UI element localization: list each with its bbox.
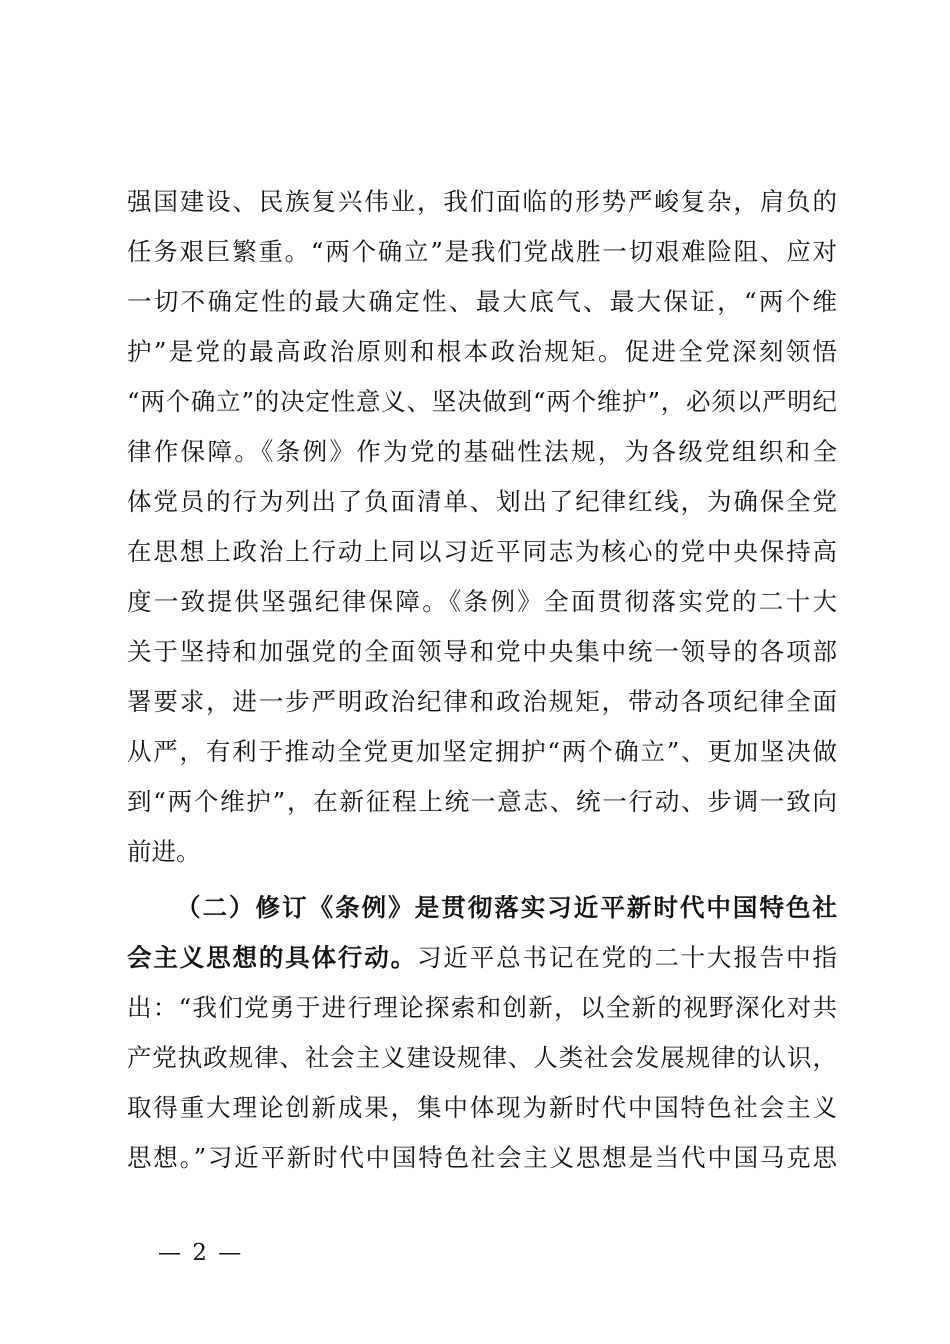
text-line: 在思想上政治上行动上同以习近平同志为核心的党中央保持高 — [127, 537, 837, 566]
text-line: 任务艰巨繁重。“两个确立”是我们党战胜一切艰难险阻、应对 — [127, 237, 837, 266]
text-line: 律作保障。《条例》作为党的基础性法规，为各级党组织和全 — [127, 437, 837, 466]
page-number: — 2 — — [158, 1240, 244, 1266]
document-body — [127, 177, 837, 1183]
text-line: 护”是党的最高政治原则和根本政治规矩。促进全党深刻领悟 — [127, 337, 837, 366]
text-line: 思想。”习近平新时代中国特色社会主义思想是当代中国马克思 — [127, 1143, 837, 1172]
text-line: 到“两个维护”，在新征程上统一意志、统一行动、步调一致向 — [127, 787, 837, 816]
text-line: 署要求，进一步严明政治纪律和政治规矩，带动各项纪律全面 — [127, 687, 837, 716]
paragraph-2 — [127, 883, 837, 1183]
text-line: 关于坚持和加强党的全面领导和党中央集中统一领导的各项部 — [127, 637, 837, 666]
text-line: 强国建设、民族复兴伟业，我们面临的形势严峻复杂，肩负的 — [127, 187, 837, 216]
text-line: 取得重大理论创新成果，集中体现为新时代中国特色社会主义 — [127, 1093, 837, 1122]
text-line: 产党执政规律、社会主义建设规律、人类社会发展规律的认识， — [127, 1043, 837, 1072]
text-run: 习近平总书记在党的二十大报告中指 — [417, 943, 837, 972]
text-line: 体党员的行为列出了负面清单、划出了纪律红线，为确保全党 — [127, 487, 837, 516]
section-heading-continued: 会主义思想的具体行动。 — [127, 943, 418, 972]
section-heading: （二）修订《条例》是贯彻落实习近平新时代中国特色社 — [176, 893, 837, 922]
paragraph-1 — [127, 177, 837, 877]
text-line-mixed — [127, 933, 837, 983]
text-line: 出：“我们党勇于进行理论探索和创新，以全新的视野深化对共 — [127, 993, 837, 1022]
text-line: 从严，有利于推动全党更加坚定拥护“两个确立”、更加坚决做 — [127, 737, 837, 766]
text-line: 前进。 — [127, 837, 201, 866]
text-line: 一切不确定性的最大确定性、最大底气、最大保证，“两个维 — [127, 287, 837, 316]
text-line: 度一致提供坚强纪律保障。《条例》全面贯彻落实党的二十大 — [127, 587, 837, 616]
text-line: “两个确立”的决定性意义、坚决做到“两个维护”，必须以严明纪 — [127, 387, 837, 416]
